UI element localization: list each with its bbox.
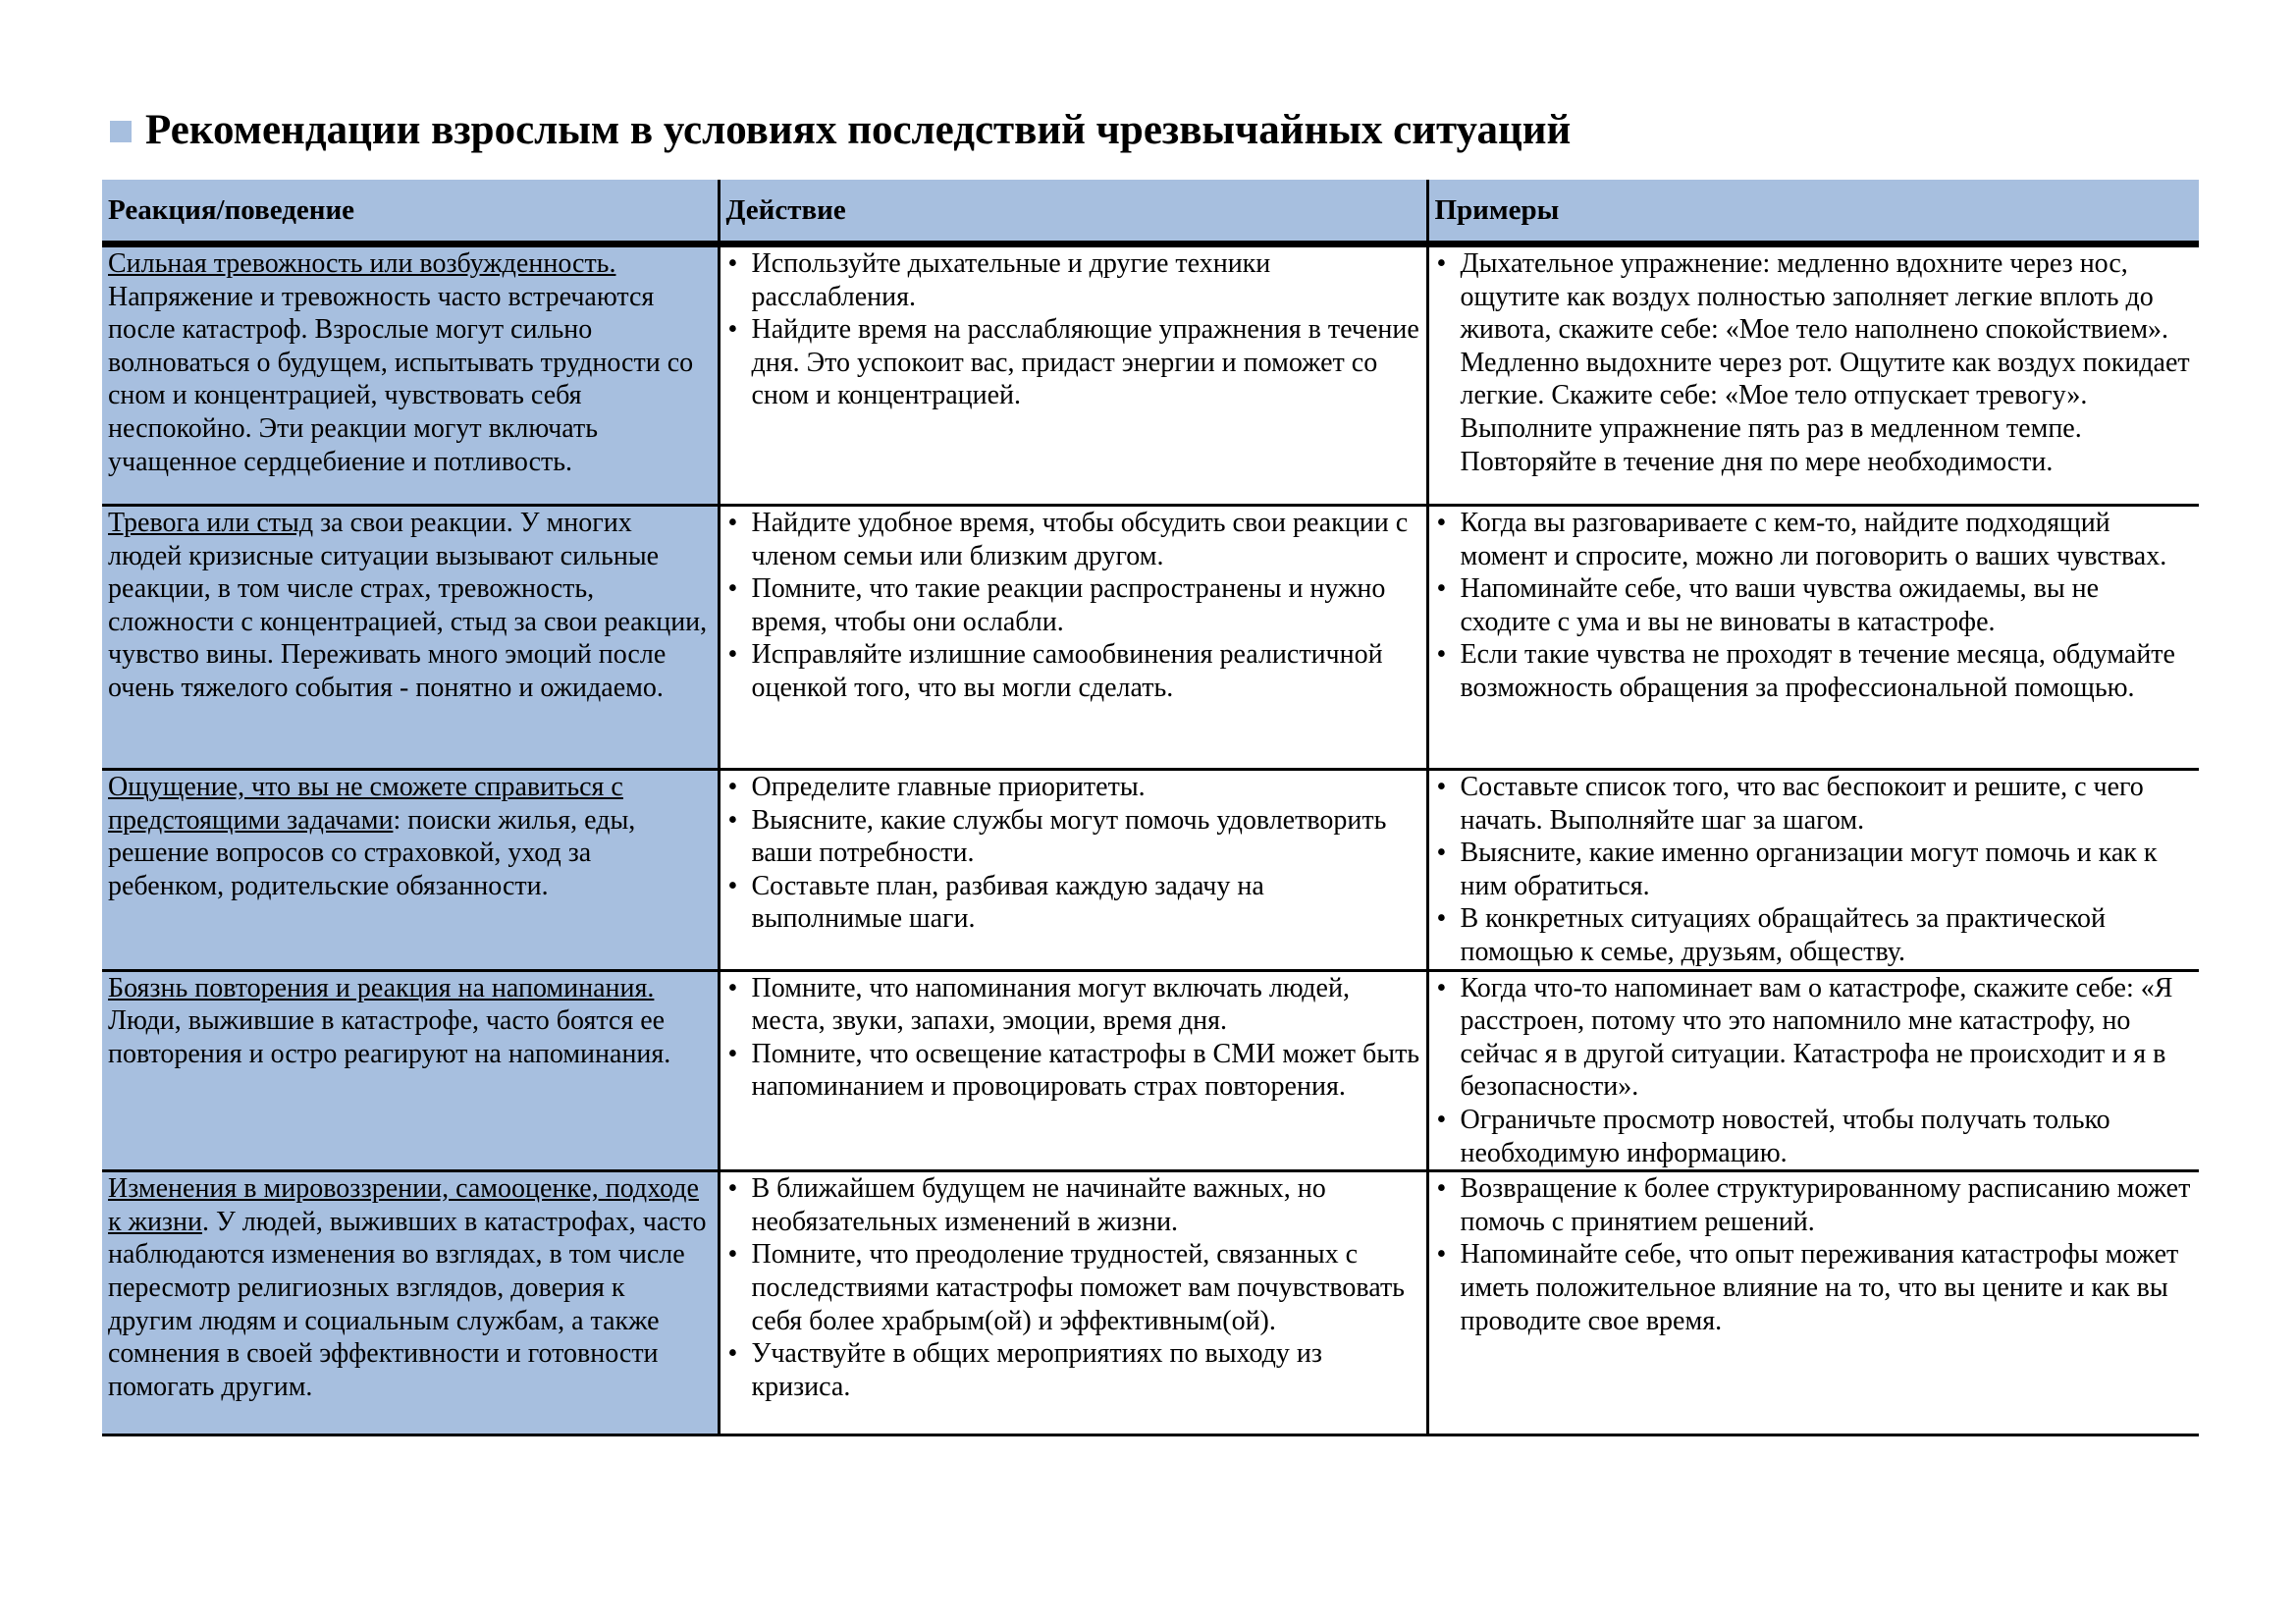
action-cell bbox=[719, 244, 1427, 506]
list-item: • Найдите удобное время, чтобы обсудить свои реакции с членом семьи или близким другом. bbox=[726, 507, 1420, 572]
action-list bbox=[726, 771, 1420, 936]
reaction-title: Ощущение, что вы не сможете справиться с предстоящими задачами bbox=[108, 772, 623, 836]
list-item: • Найдите время на расслабляющие упражнения в течение дня. Это успокоит вас, придаст энергии и поможет со сном и концентрацией. bbox=[726, 313, 1420, 412]
reaction-cell bbox=[102, 770, 719, 971]
reaction-text: . У людей, выживших в катастрофах, часто наблюдаются изменения во взглядах, в том числе пересмотр религиозных взглядов, доверия к другим людям и социальным службам, а также сомнения в своей эффективности и готовности помогать другим. bbox=[108, 1206, 707, 1402]
header-action: Действие bbox=[719, 180, 1427, 244]
list-item: • Помните, что напоминания могут включать людей, места, звуки, запахи, эмоции, время дня. bbox=[726, 972, 1420, 1038]
title-bullet-square-icon bbox=[110, 121, 132, 142]
list-item: • Исправляйте излишние самообвинения реалистичной оценкой того, что вы могли сделать. bbox=[726, 638, 1420, 704]
examples-list bbox=[1435, 972, 2194, 1170]
reaction-cell bbox=[102, 506, 719, 770]
examples-cell bbox=[1427, 506, 2199, 770]
list-item: • Выясните, какие именно организации могут помочь и как к ним обратиться. bbox=[1435, 837, 2194, 902]
reaction-text: : поиски жилья, еды, решение вопросов со страховкой, уход за ребенком, родительские обязанности. bbox=[108, 804, 636, 901]
examples-cell bbox=[1427, 244, 2199, 506]
reaction-text: Люди, выжившие в катастрофе, часто боятся ее повторения и остро реагируют на напоминания. bbox=[108, 1005, 671, 1069]
reaction-title: Изменения в мировоззрении, самооценке, подходе к жизни bbox=[108, 1173, 699, 1237]
examples-cell bbox=[1427, 770, 2199, 971]
list-item: • Составьте список того, что вас беспокоит и решите, с чего начать. Выполняйте шаг за шагом. bbox=[1435, 771, 2194, 837]
list-item: • Составьте план, разбивая каждую задачу на выполнимые шаги. bbox=[726, 870, 1420, 936]
action-list bbox=[726, 507, 1420, 705]
list-item: • Возвращение к более структурированному расписанию может помочь с принятием решений. bbox=[1435, 1172, 2194, 1238]
action-cell bbox=[719, 1171, 1427, 1435]
table-row bbox=[102, 770, 2199, 971]
reaction-title: Боязнь повторения и реакция на напоминания. bbox=[108, 972, 655, 1003]
examples-list bbox=[1435, 247, 2194, 478]
action-list bbox=[726, 247, 1420, 412]
list-item: • Ограничьте просмотр новостей, чтобы получать только необходимую информацию. bbox=[1435, 1104, 2194, 1169]
list-item: • Используйте дыхательные и другие техники расслабления. bbox=[726, 247, 1420, 313]
table-row bbox=[102, 244, 2199, 506]
reaction-text: за свои реакции. У многих людей кризисные ситуации вызывают сильные реакции, в том числе страх, тревожность, сложности с концентрацией, стыд за свои реакции, чувство вины. Переживать много эмоций после очень тяжелого события - понятно и ожидаемо. bbox=[108, 508, 708, 703]
list-item: • Когда вы разговариваете с кем-то, найдите подходящий момент и спросите, можно ли поговорить о ваших чувствах. bbox=[1435, 507, 2194, 572]
list-item: • Определите главные приоритеты. bbox=[726, 771, 1420, 804]
list-item: • В ближайшем будущем не начинайте важных, но необязательных изменений в жизни. bbox=[726, 1172, 1420, 1238]
reaction-cell bbox=[102, 970, 719, 1171]
examples-cell bbox=[1427, 970, 2199, 1171]
list-item: • Когда что-то напоминает вам о катастрофе, скажите себе: «Я расстроен, потому что это напомнило мне катастрофу, но сейчас я в другой ситуации. Катастрофа не происходит и я в безопасности». bbox=[1435, 972, 2194, 1104]
reaction-title: Тревога или стыд bbox=[108, 508, 314, 538]
page-title bbox=[110, 100, 2211, 159]
list-item: • Напоминайте себе, что опыт переживания катастрофы может иметь положительное влияние на то, что вы цените и как вы проводите свое время. bbox=[1435, 1238, 2194, 1337]
list-item: • В конкретных ситуациях обращайтесь за практической помощью к семье, друзьям, обществу. bbox=[1435, 902, 2194, 968]
header-examples: Примеры bbox=[1427, 180, 2199, 244]
list-item: • Выясните, какие службы могут помочь удовлетворить ваши потребности. bbox=[726, 804, 1420, 870]
list-item: • Помните, что такие реакции распространены и нужно время, чтобы они ослабли. bbox=[726, 572, 1420, 638]
examples-list bbox=[1435, 1172, 2194, 1337]
table-header-row bbox=[102, 180, 2199, 244]
reaction-title: Сильная тревожность или возбужденность. bbox=[108, 248, 616, 279]
table-row bbox=[102, 506, 2199, 770]
list-item: • Помните, что освещение катастрофы в СМИ может быть напоминанием и провоцировать страх повторения. bbox=[726, 1038, 1420, 1104]
examples-list bbox=[1435, 507, 2194, 705]
recommendations-table bbox=[102, 180, 2199, 1436]
reaction-text: Напряжение и тревожность часто встречаются после катастроф. Взрослые могут сильно волноваться о будущем, испытывать трудности со сном и концентрацией, чувствовать себя неспокойно. Эти реакции могут включать учащенное сердцебиение и потливость. bbox=[108, 281, 694, 477]
list-item: • Если такие чувства не проходят в течение месяца, обдумайте возможность обращения за профессиональной помощью. bbox=[1435, 638, 2194, 704]
action-cell bbox=[719, 506, 1427, 770]
action-list bbox=[726, 1172, 1420, 1403]
list-item: • Участвуйте в общих мероприятиях по выходу из кризиса. bbox=[726, 1337, 1420, 1403]
reaction-cell bbox=[102, 244, 719, 506]
table-row bbox=[102, 970, 2199, 1171]
list-item: • Помните, что преодоление трудностей, связанных с последствиями катастрофы поможет вам почувствовать себя более храбрым(ой) и эффективным(ой). bbox=[726, 1238, 1420, 1337]
list-item: • Напоминайте себе, что ваши чувства ожидаемы, вы не сходите с ума и вы не виноваты в катастрофе. bbox=[1435, 572, 2194, 638]
table-row bbox=[102, 1171, 2199, 1435]
action-list bbox=[726, 972, 1420, 1104]
page-title-text: Рекомендации взрослым в условиях последствий чрезвычайных ситуаций bbox=[145, 106, 1572, 153]
header-reaction: Реакция/поведение bbox=[102, 180, 719, 244]
recommendations-table-wrapper bbox=[102, 180, 2199, 1436]
action-cell bbox=[719, 970, 1427, 1171]
examples-cell bbox=[1427, 1171, 2199, 1435]
action-cell bbox=[719, 770, 1427, 971]
list-item: • Дыхательное упражнение: медленно вдохните через нос, ощутите как воздух полностью заполняет легкие вплоть до живота, скажите себе: «Мое тело наполнено спокойствием». Медленно выдохните через рот. Ощутите как воздух покидает легкие. Скажите себе: «Мое тело отпускает тревогу». Выполните упражнение пять раз в медленном темпе. Повторяйте в течение дня по мере необходимости. bbox=[1435, 247, 2194, 478]
examples-list bbox=[1435, 771, 2194, 969]
reaction-cell bbox=[102, 1171, 719, 1435]
